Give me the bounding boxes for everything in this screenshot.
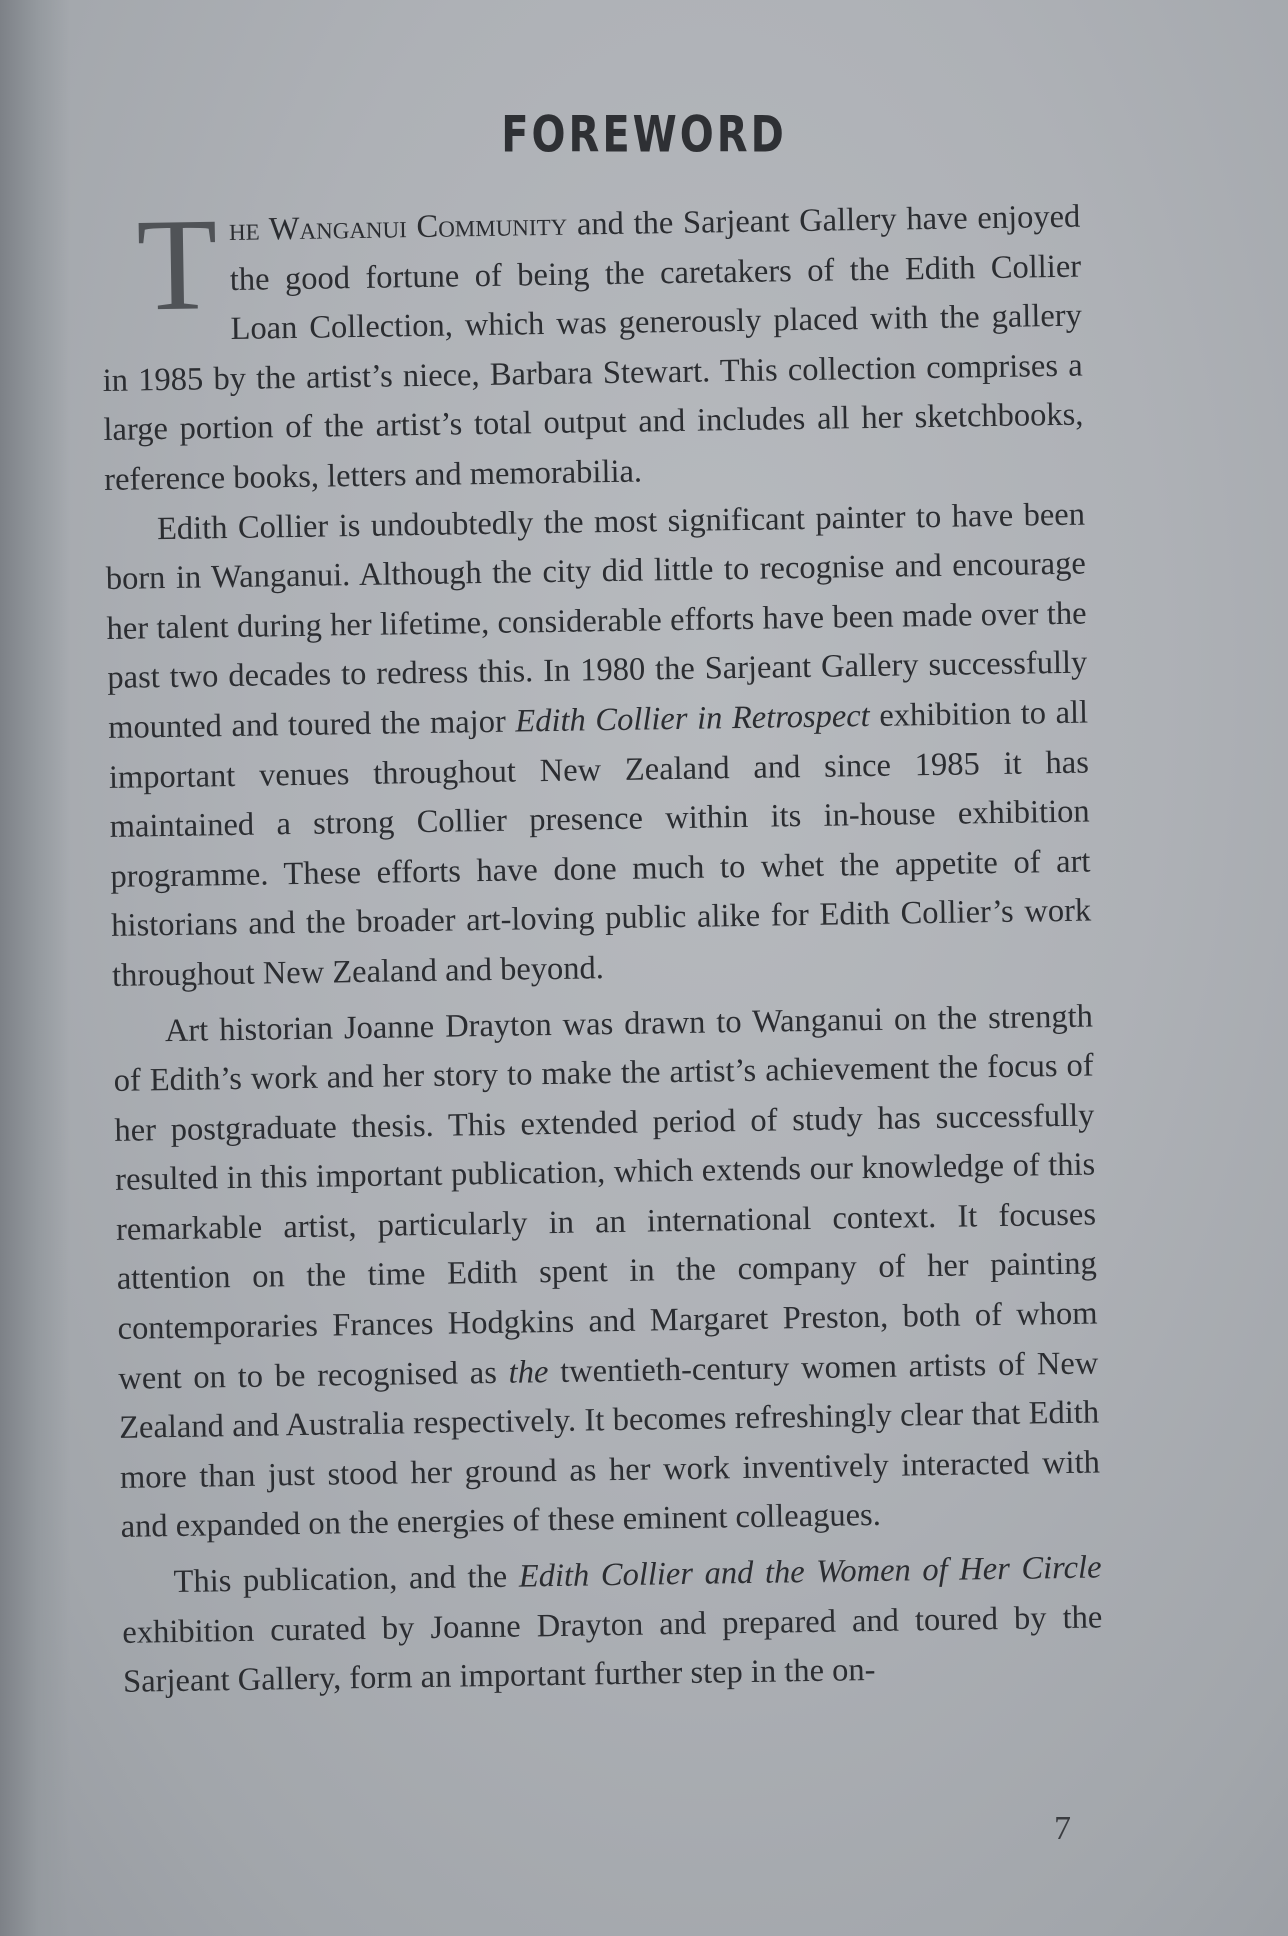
paragraph-1 (100, 190, 1085, 506)
paragraph-4 (121, 1543, 1103, 1707)
paragraph-4-text-a: This publication, and the (173, 1558, 520, 1601)
exhibition-title-retrospect: Edith Collier in Retrospect (515, 697, 870, 740)
page-title: FOREWORD (501, 106, 787, 164)
gutter-shadow (0, 0, 70, 1936)
drop-cap: T (135, 190, 219, 339)
paragraph-2-text-a: Edith Collier is undoubtedly the most significant painter to have been born in Wanganui. Although the city did little to recognise and encourage her talent during her lifetime, considerable efforts have been made over the past two decades to redress this. In 1980 the Sarjeant Gallery successfully mounted and toured the major (105, 496, 1088, 746)
emphasis-the: the (508, 1353, 549, 1391)
exhibition-title-women-of-her-circle: Edith Collier and the Women of Her Circle (518, 1549, 1102, 1595)
paragraph-2 (105, 490, 1093, 1001)
lead-in-small-caps: he Wanganui Community (228, 206, 568, 248)
paragraph-4-text-b: exhibition curated by Joanne Drayton and prepared and toured by the Sarjeant Gallery, form an important further step in the on- (122, 1599, 1103, 1701)
body-text (100, 190, 1103, 1708)
paragraph-1-text: and the Sarjeant Gallery have enjoyed the good fortune of being the caretakers of the Edith Collier Loan Collection, which was generously placed with the gallery in 1985 by the artist’s niece, Barbara Stewart. This collection comprises a large portion of the artist’s total output and includes all her sketchbooks, reference books, letters and memorabilia. (102, 198, 1084, 498)
paragraph-2-text-b: exhibition to all important venues throughout New Zealand and since 1985 it has maintained a strong Collier presence within its in-house exhibition programme. These efforts have done much to whet the appetite of art historians and the broader art-loving public alike for Edith Collier’s work throughout New Zealand and beyond. (108, 694, 1092, 994)
paragraph-3 (113, 992, 1101, 1553)
page-number: 7 (1054, 1810, 1071, 1847)
paragraph-3-text-b: twentieth-century women artists of New Zealand and Australia respectively. It becomes refreshingly clear that Edith more than just stood her ground as her work inventively interacted with and expanded on the energies of these eminent colleagues. (118, 1345, 1101, 1546)
paragraph-3-text-a: Art historian Joanne Drayton was drawn to Wanganui on the strength of Edith’s work and her story to make the artist’s achievement the focus of her postgraduate thesis. This extended period of study has successfully resulted in this important publication, which extends our knowledge of this remarkable artist, particularly in an international context. It focuses attention on the time Edith spent in the company of her painting contemporaries Frances Hodgkins and Margaret Preston, both of whom went on to be recognised as (113, 998, 1098, 1397)
